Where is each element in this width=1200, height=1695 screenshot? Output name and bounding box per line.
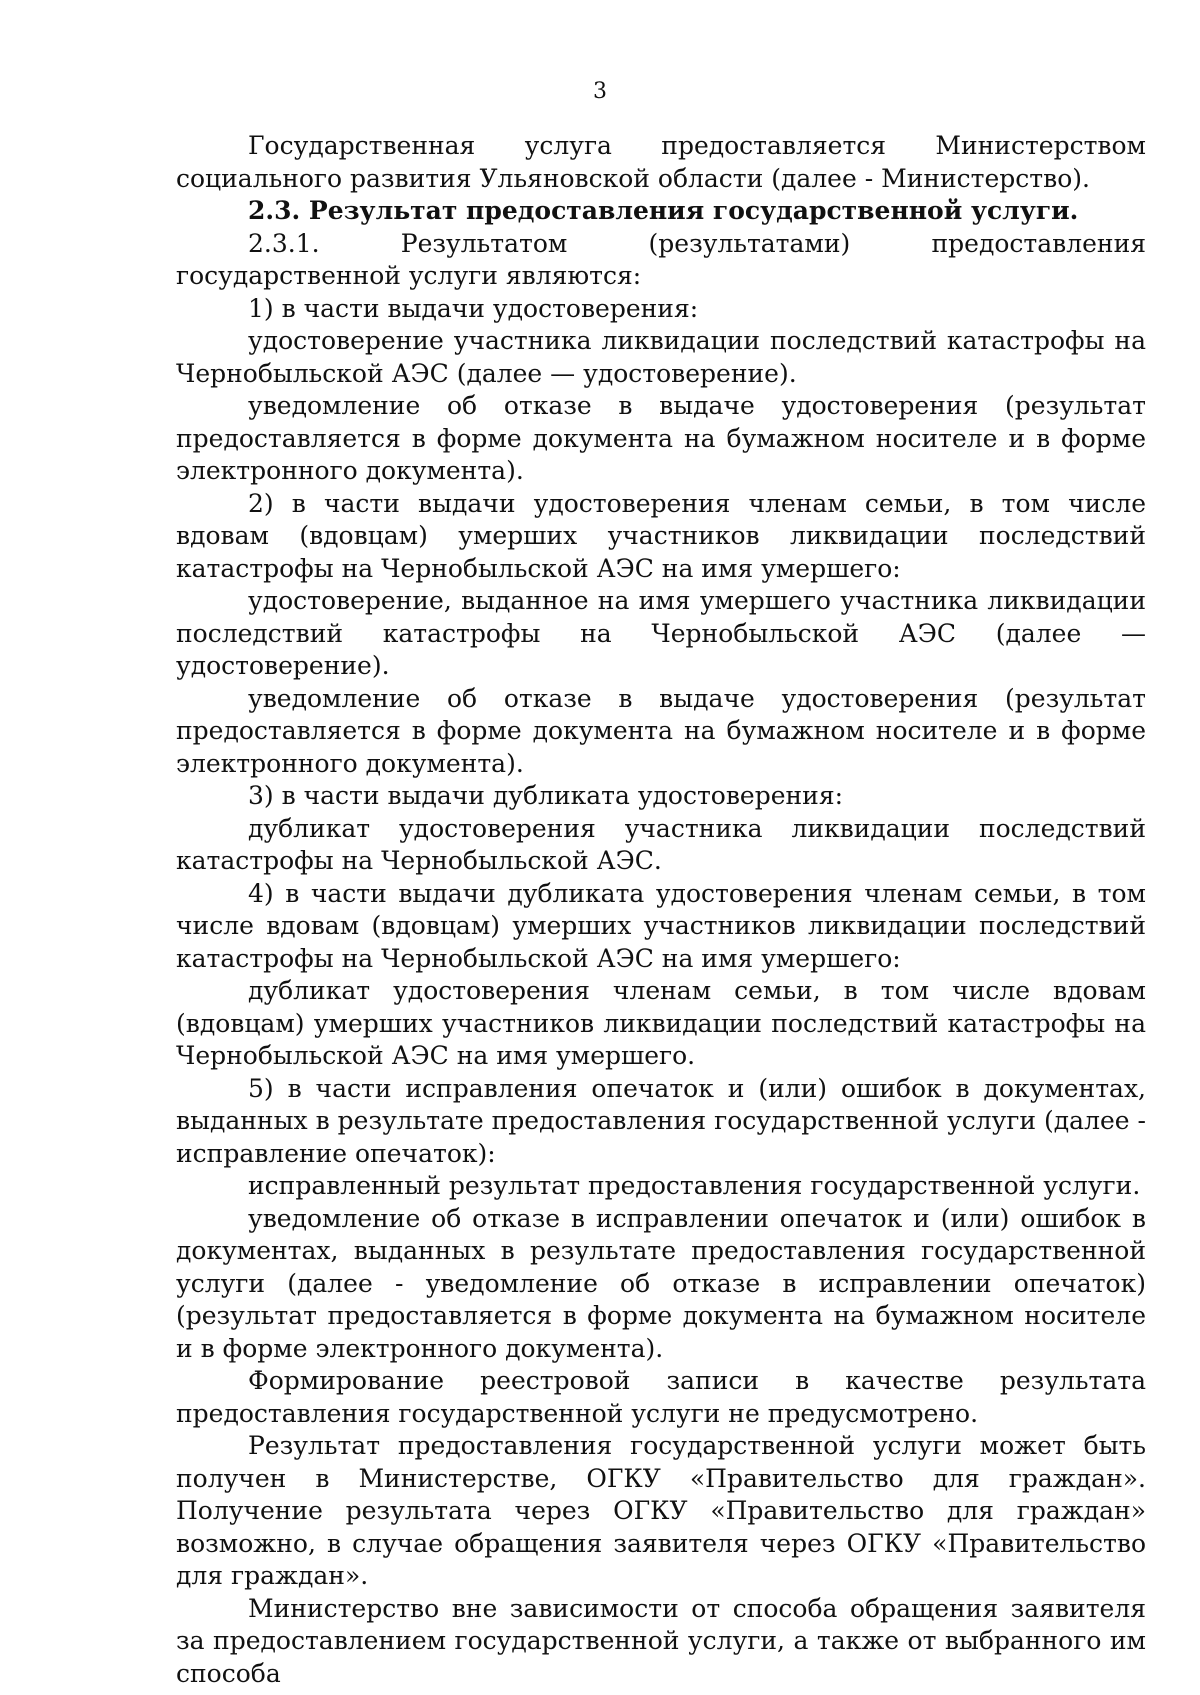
paragraph: дубликат удостоверения участника ликвидации последствий катастрофы на Чернобыльской АЭС. bbox=[176, 813, 1146, 875]
paragraph: уведомление об отказе в выдаче удостоверения (результат предоставляется в форме документа на бумажном носителе и в форме электронного документа). bbox=[176, 391, 1146, 485]
paragraph: 2.3.1. Результатом (результатами) предоставления государственной услуги являются: bbox=[176, 228, 1146, 290]
list-item-heading: 3) в части выдачи дубликата удостоверения: bbox=[248, 781, 844, 810]
paragraph: уведомление об отказе в исправлении опечаток и (или) ошибок в документах, выданных в результате предоставления государственной услуги (далее - уведомление об отказе в исправлении опечаток) (результат предоставляется в форме документа на бумажном носителе и в форме электронного документа). bbox=[176, 1203, 1146, 1363]
paragraph: удостоверение участника ликвидации последствий катастрофы на Чернобыльской АЭС (далее — удостоверение). bbox=[176, 326, 1146, 388]
paragraph: Государственная услуга предоставляется Министерством социального развития Ульяновской области (далее - Министерство). bbox=[176, 131, 1146, 193]
paragraph: Министерство вне зависимости от способа обращения заявителя за предоставлением государственной услуги, а также от выбранного им способа bbox=[176, 1593, 1146, 1688]
list-item-heading: 5) в части исправления опечаток и (или) ошибок в документах, выданных в результате предоставления государственной услуги (далее - исправление опечаток): bbox=[176, 1073, 1146, 1168]
paragraph: удостоверение, выданное на имя умершего участника ликвидации последствий катастрофы на Чернобыльской АЭС (далее — удостоверение). bbox=[176, 586, 1146, 680]
page-number: 3 bbox=[593, 79, 607, 104]
list-item-heading: 1) в части выдачи удостоверения: bbox=[248, 293, 699, 323]
list-item-heading: 2) в части выдачи удостоверения членам семьи, в том числе вдовам (вдовцам) умерших участников ликвидации последствий катастрофы на Чернобыльской АЭС на имя умершего: bbox=[176, 488, 1146, 583]
section-heading: 2.3. Результат предоставления государственной услуги. bbox=[248, 196, 1079, 225]
paragraph: Формирование реестровой записи в качестве результата предоставления государственной услуги не предусмотрено. bbox=[176, 1366, 1146, 1428]
paragraph: исправленный результат предоставления государственной услуги. bbox=[248, 1171, 1141, 1200]
paragraph: дубликат удостоверения членам семьи, в том числе вдовам (вдовцам) умерших участников ликвидации последствий катастрофы на Чернобыльской АЭС на имя умершего. bbox=[176, 976, 1146, 1070]
paragraph: уведомление об отказе в выдаче удостоверения (результат предоставляется в форме документа на бумажном носителе и в форме электронного документа). bbox=[176, 683, 1146, 778]
paragraph: Результат предоставления государственной услуги может быть получен в Министерстве, ОГКУ «Правительство для граждан». Получение результата через ОГКУ «Правительство для граждан» возможно, в случае обращения заявителя через ОГКУ «Правительство для граждан». bbox=[176, 1431, 1146, 1590]
list-item-heading: 4) в части выдачи дубликата удостоверения членам семьи, в том числе вдовам (вдовцам) умерших участников ликвидации последствий катастрофы на Чернобыльской АЭС на имя умершего: bbox=[176, 878, 1146, 973]
document-body bbox=[176, 130, 1146, 1690]
